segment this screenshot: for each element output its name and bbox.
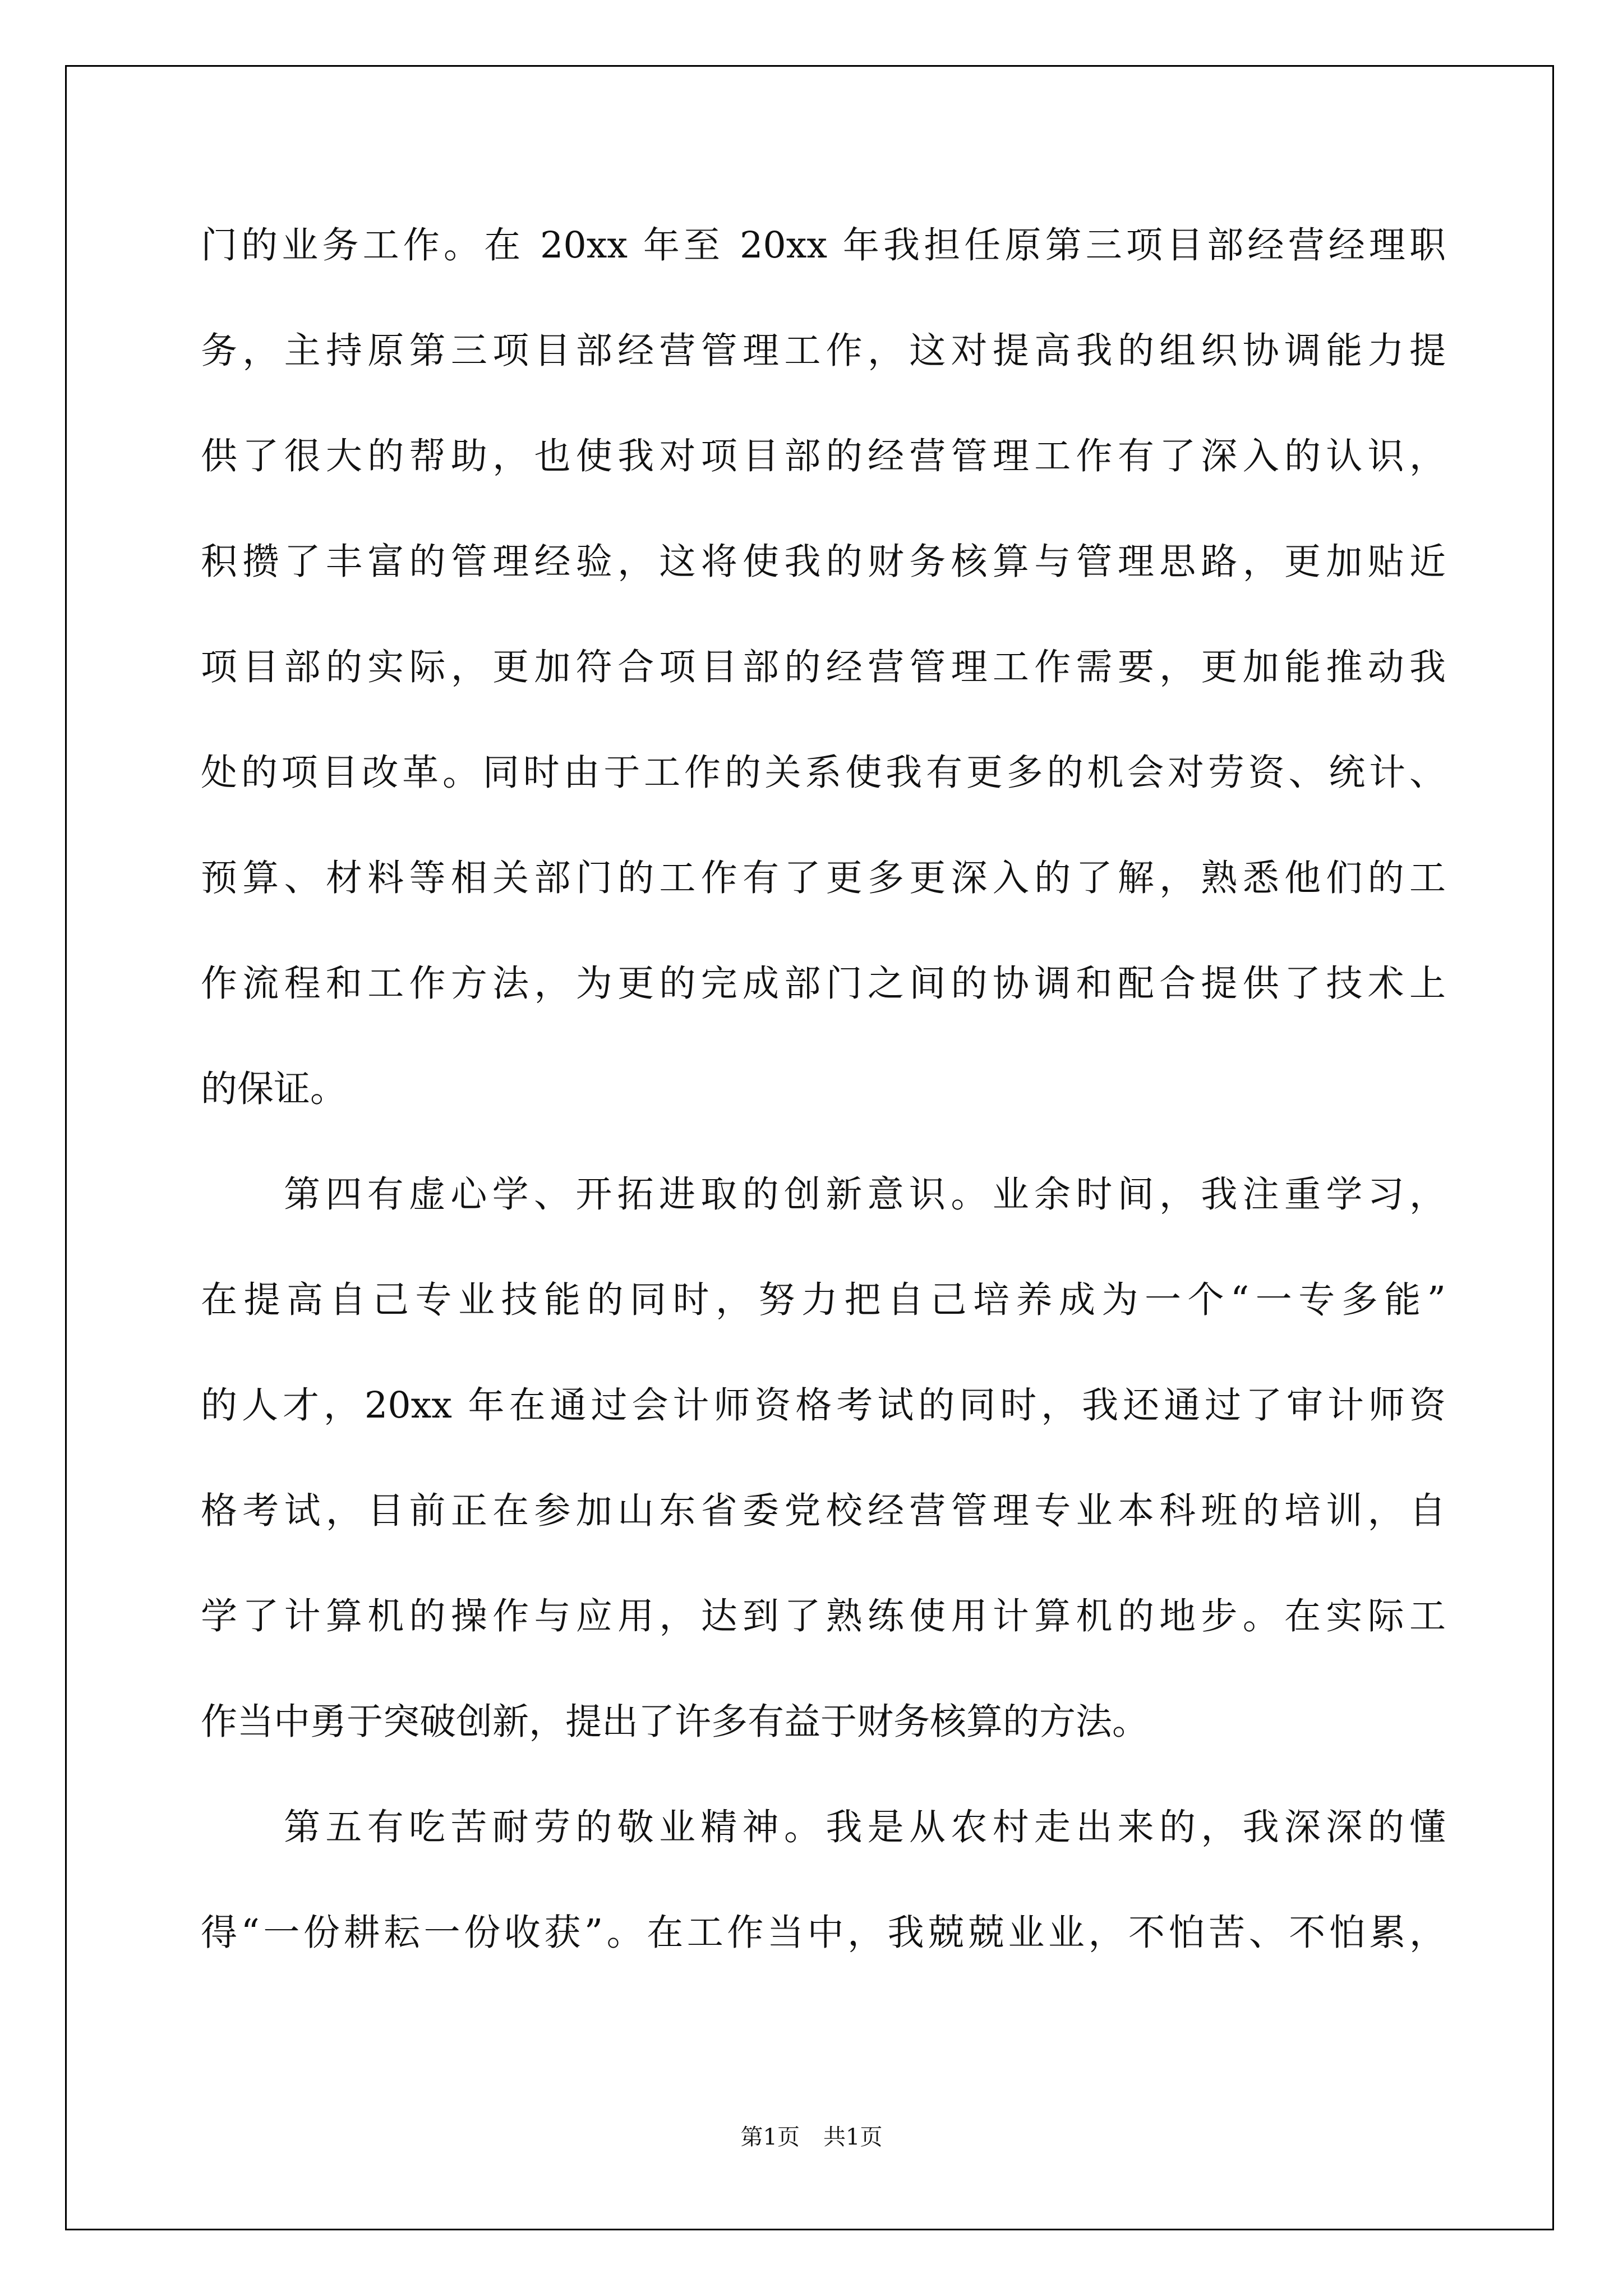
paragraph-first-line: 第五有吃苦耐劳的敬业精神。我是从农村走出来的，我深深的懂 bbox=[284, 1806, 1446, 1848]
document-body bbox=[201, 224, 1446, 2020]
text-line: 格考试，目前正在参加山东省委党校经营管理专业本科班的培训，自 bbox=[201, 1490, 1446, 1532]
text-line: 作流程和工作方法，为更的完成部门之间的协调和配合提供了技术上 bbox=[201, 963, 1446, 1005]
text-line: 的保证。 bbox=[201, 1068, 347, 1110]
text-line: 务，主持原第三项目部经营管理工作，这对提高我的组织协调能力提 bbox=[201, 330, 1446, 372]
text-line: 学了计算机的操作与应用，达到了熟练使用计算机的地步。在实际工 bbox=[201, 1595, 1446, 1637]
text-line: 的人才，20xx 年在通过会计师资格考试的同时，我还通过了审计师资 bbox=[201, 1384, 1446, 1427]
page-total: 共1页 bbox=[823, 2124, 883, 2150]
text-line: 门的业务工作。在 20xx 年至 20xx 年我担任原第三项目部经营经理职 bbox=[201, 224, 1446, 266]
page-number: 第1页 bbox=[740, 2124, 800, 2150]
text-line: 项目部的实际，更加符合项目部的经营管理工作需要，更加能推动我 bbox=[201, 646, 1446, 688]
text-line: 得“一份耕耘一份收获”。在工作当中，我兢兢业业，不怕苦、不怕累， bbox=[201, 1912, 1446, 1954]
text-line: 积攒了丰富的管理经验，这将使我的财务核算与管理思路，更加贴近 bbox=[201, 541, 1446, 583]
text-line: 在提高自己专业技能的同时，努力把自己培养成为一个“一专多能” bbox=[201, 1279, 1446, 1321]
text-line: 作当中勇于突破创新，提出了许多有益于财务核算的方法。 bbox=[201, 1701, 1149, 1743]
paragraph-first-line: 第四有虚心学、开拓进取的创新意识。业余时间，我注重学习， bbox=[284, 1174, 1446, 1216]
text-line: 处的项目改革。同时由于工作的关系使我有更多的机会对劳资、统计、 bbox=[201, 752, 1446, 794]
text-line: 供了很大的帮助，也使我对项目部的经营管理工作有了深入的认识， bbox=[201, 435, 1446, 477]
text-line: 预算、材料等相关部门的工作有了更多更深入的了解，熟悉他们的工 bbox=[201, 857, 1446, 899]
page-footer bbox=[0, 2126, 1623, 2148]
